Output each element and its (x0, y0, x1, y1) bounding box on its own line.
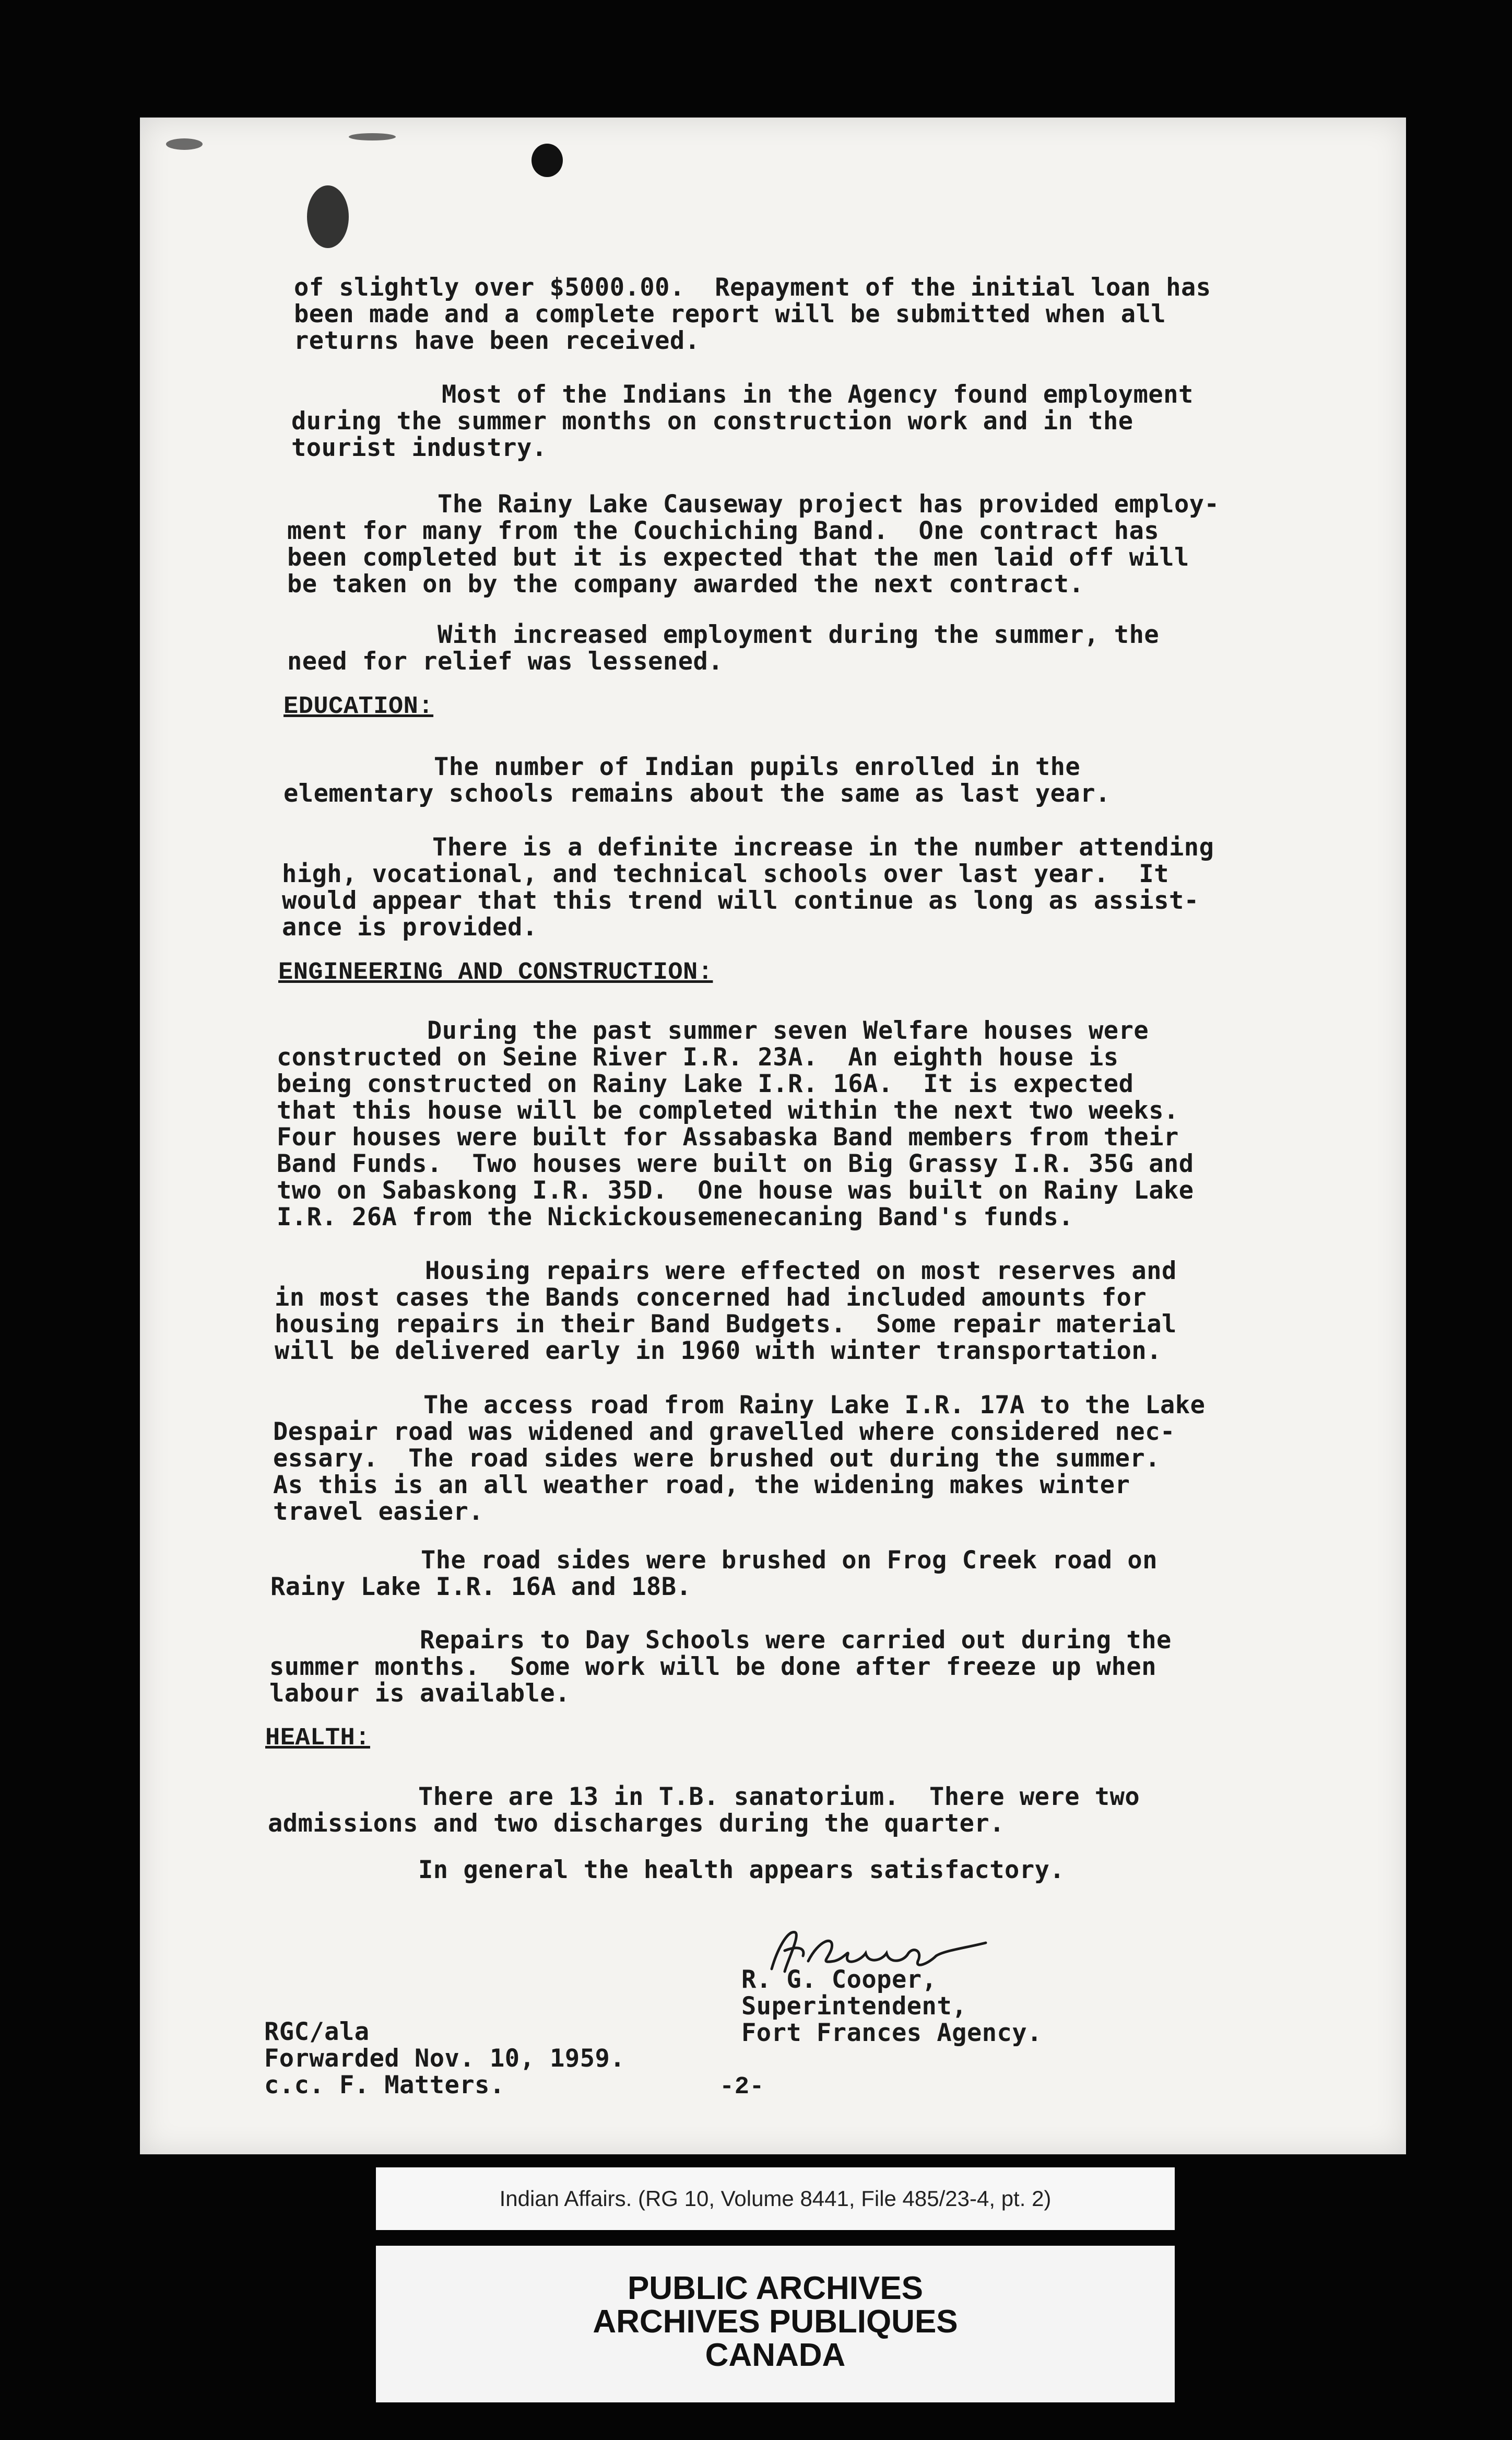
heading-health: HEALTH: (265, 1725, 370, 1752)
footer-reference: RGC/ala Forwarded Nov. 10, 1959. c.c. F. Matters. (264, 2017, 625, 2099)
page-number: -2- (719, 2073, 765, 2101)
heading-education: EDUCATION: (284, 693, 434, 721)
handwritten-signature (756, 1919, 1017, 1987)
signature-block: R. G. Cooper, Superintendent, Fort Frances Agency. (741, 1965, 1042, 2047)
paragraph-road-sides: The road sides were brushed on Frog Creek road on Rainy Lake I.R. 16A and 18B. (270, 1546, 1157, 1601)
ink-smudge (349, 133, 396, 140)
paragraph-employment: Most of the Indians in the Agency found employment during the summer months on construction work and in the tourist industry. (291, 380, 1194, 462)
paragraph-houses: During the past summer seven Welfare houses were constructed on Seine River I.R. 23A. An eighth house is being constructed on Rainy Lake I.R. 16A. It is expected that this house will be completed within the next two weeks. Four houses were built for Assabaska Band members from their Band Funds. Two houses were built on Big Grassy I.R. 35G and two on Sabaskong I.R. 35D. One house was built on Rainy Lake I.R. 26A from the Nickickousemenecaning Band's funds. (277, 1016, 1194, 1231)
ink-smudge (307, 185, 349, 248)
paragraph-access-road: The access road from Rainy Lake I.R. 17A to the Lake Despair road was widened and gravelled where considered nec- essary. The road sides were brushed out during the summer. As this is an all weather road, the widening makes winter travel easier. (273, 1391, 1206, 1526)
archive-stamp (376, 2246, 1175, 2402)
paragraph-sanatorium: There are 13 in T.B. sanatorium. There were two admissions and two discharges during the quarter. (268, 1782, 1140, 1838)
paragraph-day-schools: Repairs to Day Schools were carried out during the summer months. Some work will be done after freeze up when labour is available. (269, 1626, 1172, 1708)
document-page (140, 118, 1406, 2154)
ink-smudge (166, 138, 203, 150)
paragraph-housing-repairs: Housing repairs were effected on most reserves and in most cases the Bands concerned had included amounts for housing repairs in their Band Budgets. Some repair material will be delivered early in 1960 with winter transportation. (275, 1257, 1177, 1365)
archive-line-1: PUBLIC ARCHIVES (627, 2270, 924, 2306)
archive-reference-label (376, 2167, 1175, 2230)
heading-engineering: ENGINEERING AND CONSTRUCTION: (278, 959, 713, 987)
archive-line-2: ARCHIVES PUBLIQUES (593, 2304, 958, 2340)
paragraph-causeway: The Rainy Lake Causeway project has provided employ- ment for many from the Couchiching Band. One contract has been completed but it is expected that the men laid off will be taken on by the company awarded the next contract. (287, 490, 1220, 599)
paragraph-relief: With increased employment during the summer, the need for relief was lessened. (287, 620, 1160, 676)
archive-reference-text: Indian Affairs. (RG 10, Volume 8441, File 485/23-4, pt. 2) (499, 2186, 1052, 2211)
paragraph-repayment: of slightly over $5000.00. Repayment of the initial loan has been made and a complete report will be submitted when all returns have been received. (294, 273, 1211, 355)
paragraph-health-general: In general the health appears satisfactory. (268, 1856, 1065, 1884)
punch-hole-mark (531, 144, 563, 177)
paragraph-increase: There is a definite increase in the number attending high, vocational, and technical schools over last year. It would appear that this trend will continue as long as assist- ance is provided. (282, 833, 1214, 942)
archive-line-3: CANADA (705, 2337, 846, 2373)
paragraph-pupils: The number of Indian pupils enrolled in the elementary schools remains about the same as last year. (284, 753, 1111, 808)
